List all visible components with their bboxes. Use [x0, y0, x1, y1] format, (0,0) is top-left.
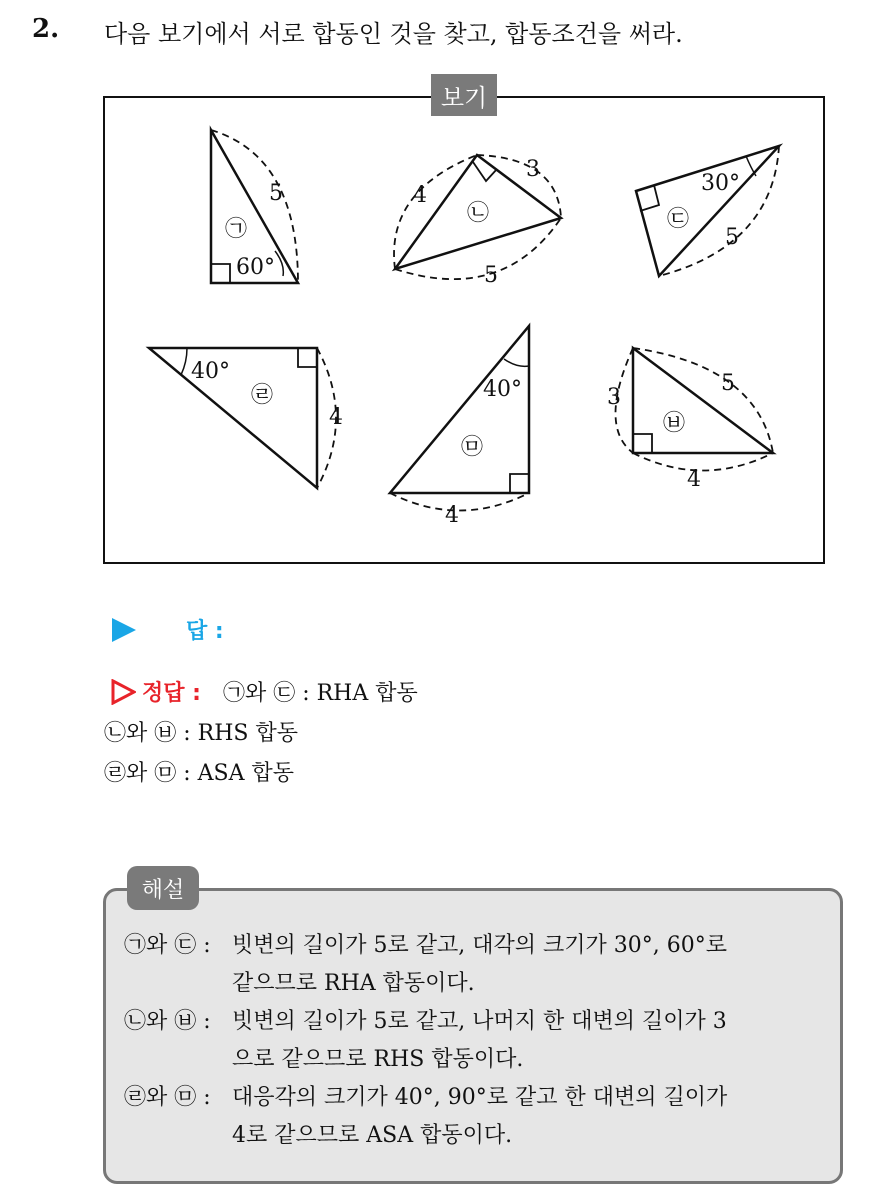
triangle-2-side-a: 4 — [413, 183, 427, 208]
solution-tag: 해설 — [127, 866, 199, 910]
correct-answer-label: 정답 : — [142, 681, 201, 706]
triangle-4-angle: 40° — [191, 359, 230, 384]
triangle-1-angle: 60° — [236, 255, 275, 280]
answer-row — [112, 614, 224, 645]
solution-item-2-text: 빗변의 길이가 5로 같고, 나머지 한 대변의 길이가 3 — [232, 1009, 727, 1034]
triangle-6-side-b: 5 — [721, 371, 735, 396]
triangle-6-side-c: 4 — [687, 467, 701, 492]
solution-item-3-key: ㉣와 ㉤ : — [124, 1085, 211, 1110]
solution-item-1-line-1 — [124, 928, 727, 959]
answer-label: 답 : — [186, 619, 224, 644]
solution-item-3-line-2: 4로 같으므로 ASA 합동이다. — [232, 1123, 513, 1148]
solution-item-1-text: 빗변의 길이가 5로 같고, 대각의 크기가 30°, 60°로 — [232, 933, 727, 958]
triangle-figures — [103, 96, 825, 564]
solution-item-2-line-1 — [124, 1004, 727, 1035]
correct-answer-line-3: ㉣와 ㉤ : ASA 합동 — [104, 761, 294, 786]
triangle-3-label: ㉢ — [667, 207, 690, 232]
solution-item-1-line-2: 같으므로 RHA 합동이다. — [232, 971, 475, 996]
triangle-3-angle: 30° — [701, 171, 740, 196]
question-text: 다음 보기에서 서로 합동인 것을 찾고, 합동조건을 써라. — [104, 20, 683, 48]
correct-answer-line-1: ㉠와 ㉢ : RHA 합동 — [222, 681, 418, 706]
triangle-1-label: ㉠ — [225, 217, 248, 242]
triangle-2 — [394, 155, 561, 288]
triangle-4-side: 4 — [329, 405, 343, 430]
triangle-2-label: ㉡ — [467, 201, 490, 226]
solution-item-2-key: ㉡와 ㉥ : — [124, 1009, 211, 1034]
triangle-6 — [607, 348, 773, 492]
triangle-2-side-c: 5 — [484, 263, 498, 288]
play-icon — [112, 618, 136, 642]
triangle-3 — [636, 146, 779, 276]
solution-item-2-line-2: 으로 같으므로 RHS 합동이다. — [232, 1047, 524, 1072]
triangle-4 — [149, 348, 343, 488]
solution-item-3-line-1 — [124, 1080, 727, 1111]
triangle-5-label: ㉤ — [461, 435, 484, 460]
correct-answer-row — [110, 676, 418, 707]
solution-item-1-key: ㉠와 ㉢ : — [124, 933, 211, 958]
triangle-5 — [390, 326, 529, 528]
question-number: 2. — [32, 14, 60, 44]
triangle-6-label: ㉥ — [663, 411, 686, 436]
triangle-1 — [211, 130, 298, 283]
triangle-3-side: 5 — [725, 225, 739, 250]
triangle-4-label: ㉣ — [251, 383, 274, 408]
triangle-2-side-b: 3 — [526, 157, 540, 182]
triangle-5-side: 4 — [445, 503, 459, 528]
triangle-6-side-a: 3 — [607, 385, 621, 410]
correct-answer-line-2: ㉡와 ㉥ : RHS 합동 — [104, 721, 298, 746]
solution-item-3-text: 대응각의 크기가 40°, 90°로 같고 한 대변의 길이가 — [232, 1085, 728, 1110]
example-tag: 보기 — [431, 74, 497, 116]
outline-play-icon — [110, 679, 136, 705]
triangle-5-angle: 40° — [483, 377, 522, 402]
triangle-1-side: 5 — [269, 181, 283, 206]
